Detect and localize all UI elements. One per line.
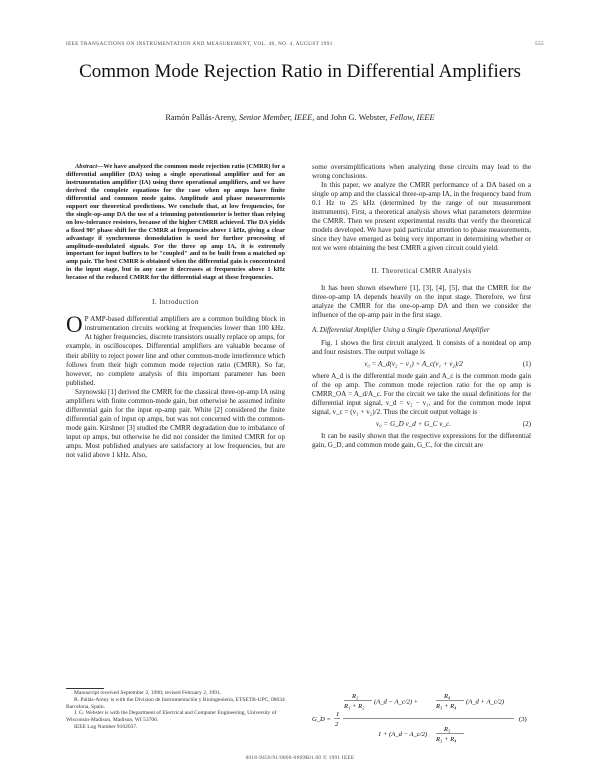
author-1-role: Senior Member, IEEE, bbox=[238, 113, 315, 122]
footnote-log-number: IEEE Log Number 9102037. bbox=[74, 723, 138, 730]
section-1-heading: I. Introduction bbox=[152, 299, 199, 307]
eq3-lhs: G_D = bbox=[312, 716, 331, 723]
equation-3 bbox=[312, 690, 531, 752]
equation-1 bbox=[312, 360, 531, 369]
eq3-top-1: R₂ bbox=[352, 693, 359, 700]
equation-1-body: v₀ = A_d(v₂ − v₁) + A_c(v₁ + v₂)/2 bbox=[364, 359, 463, 368]
eq3-bot-3: R₃ + R₄ bbox=[436, 736, 457, 743]
paper-title: Common Mode Rejection Ratio in Differential Amplifiers bbox=[79, 61, 521, 82]
author-line bbox=[60, 113, 540, 122]
fig1-paragraph: Fig. 1 shows the first circuit analyzed. It consists of a nonideal op amp and four resistors. The output voltage is bbox=[312, 338, 531, 356]
intro-paragraph-2: Szynowski [1] derived the CMRR for the classical three-op-amp IA using amplifiers with finite common-mode gain, but otherwise he assumed infinite differential gain for the input op-amp pair. White [2] considered the finite differential gain of input op amps, but was not concerned with the common-mode gain. Kirshner [3] studied the CMRR degradation due to imbalance of input op amps, but otherwise he did not consider the limited CMRR for op amps. Most published analyses are satisfactory at low frequencies, but are not valid above 1 kHz. Also, bbox=[66, 387, 285, 460]
author-2-role: Fellow, IEEE bbox=[389, 113, 435, 122]
author-2: and John G. Webster, bbox=[316, 113, 388, 122]
eq3-top-3: R₃ bbox=[444, 726, 451, 733]
footnote-author-1: R. Pallás-Areny is with the Division de Instrumentación y Bioingeniería, ETSETB-UPC, 08034 Barcelona, Spain. bbox=[66, 696, 285, 710]
equation-2-body: v₀ = G_D v_d + G_C v_c. bbox=[376, 420, 451, 429]
eq3-half-num: 1 bbox=[336, 711, 340, 718]
eq3-bot-2: R₃ + R₄ bbox=[436, 703, 457, 710]
eq3-half-den: 2 bbox=[335, 721, 339, 728]
running-header bbox=[66, 41, 544, 47]
header-page-number: 555 bbox=[535, 41, 544, 47]
eq3-mid-1: (A_d − A_c/2) + bbox=[374, 698, 419, 706]
author-1: Ramón Pallás-Areny, bbox=[165, 113, 237, 122]
equation-2 bbox=[312, 420, 531, 429]
footnote-received: Manuscript received September 2, 1990; revised February 2, 1991. bbox=[74, 690, 222, 696]
intro-text-1: P AMP-based differential amplifiers are a common building block in instrumentation circuits working at frequencies lower than 100 kHz. At higher frequencies, discrete transistors usually replace op amps, for example, in oscilloscopes. Differential amplifiers are valuable because of their ability to reject power line and other common-mode interference which follows from their high common mode rejection ratio (CMRR). So far, however, no complete analysis of this important parameter has been published. bbox=[66, 315, 285, 387]
equation-1-number: (1) bbox=[522, 359, 531, 368]
footnote-author-2: J. G. Webster is with the Department of Electrical and Computer Engineering, University of Wisconsin-Madison, Madison, WI 53706. bbox=[66, 710, 277, 724]
equation-3-number: (3) bbox=[519, 716, 527, 723]
paper-overview-paragraph: In this paper, we analyze the CMRR performance of a DA based on a single op amp and the classical three-op-amp IA, in the frequency band from 0.1 Hz to 25 kHz (determined by the range of our measurement instruments). First, a theoretical analysis shows what parameters determine the CMRR. Then we present experimental results that verify the theoretical models developed. We have paid particular attention to phase measurements, since they have emerged as being very important in determining whether or not we were obtaining the best CMRR a given circuit could yield. bbox=[312, 181, 531, 253]
eq3-mid-2: (A_d + A_c/2) bbox=[466, 698, 505, 706]
continuation-paragraph: some oversimplifications when analyzing these circuits may lead to the wrong conclusions. bbox=[312, 163, 531, 181]
equation-3-graphic bbox=[312, 690, 531, 752]
abstract-label: Abstract— bbox=[75, 163, 104, 170]
left-column bbox=[66, 163, 285, 460]
copyright-line: 0018-9456/91/0800-0669$01.00 © 1991 IEEE bbox=[245, 755, 355, 761]
footnote-block bbox=[66, 690, 285, 731]
eq3-den-1: 1 + (A_d − A_c/2) bbox=[378, 731, 428, 738]
subsection-a-heading: A. Differential Amplifier Using a Single Operational Amplifier bbox=[312, 325, 490, 334]
eq3-top-2: R₄ bbox=[444, 693, 451, 700]
section-2-paragraph: It has been shown elsewhere [1], [3], [4], [5], that the CMRR for the three-op-amp IA depends heavily on the input stage. Therefore, we first analyze the CMRR for the one-op-amp DA and then we consider the influence of the op-amp pair in the first stage. bbox=[312, 283, 531, 319]
drop-cap: O bbox=[66, 312, 83, 338]
gain-definition-paragraph: where A_d is the differential mode gain and A_c is the common mode gain of the op amp. The common mode rejection ratio for the op amp is CMRR_OA = A_d/A_c. For the circuit we take the usual definitions for the differential input signal, v_d = v₂ − v₁, and for the common mode input signal, v_c = (v₁ + v₂)/2. Thus the circuit output voltage is bbox=[312, 371, 531, 417]
abstract bbox=[66, 163, 285, 282]
equation-2-number: (2) bbox=[522, 420, 531, 429]
right-column bbox=[312, 163, 531, 450]
gain-expression-paragraph: It can be easily shown that the respective expressions for the differential gain, G_D, and common mode gain, G_C, for the circuit are bbox=[312, 432, 531, 450]
intro-paragraph-1 bbox=[66, 312, 285, 387]
section-2-heading: II. Theoretical CMRR Analysis bbox=[371, 268, 472, 276]
journal-header: IEEE TRANSACTIONS ON INSTRUMENTATION AND MEASUREMENT, VOL. 40, NO. 4, AUGUST 1991 bbox=[66, 41, 333, 47]
abstract-text: We have analyzed the common mode rejection ratio (CMRR) for a differential amplifier (DA) using a single operational amplifier and for an instrumentation amplifier (IA) using three operational amplifiers, and we have derived the complete equations for the case when op amps have finite differential and common mode gains. Amplitude and phase measurements support our theoretical predictions. We conclude that, at low frequencies, for the single-op-amp DA the use of a trimming potentiometer is better than relying on low-tolerance resistors, because of the higher CMRR achieved. The DA yields a fixed 90° phase shift for the CMRR at frequencies above 1 kHz, giving a clear advantage if synchronous demodulation is used for further processing of amplitude-modulated signals. For the three op amp IA, it is extremely important for input buffers to be "coupled" and to be built from a matched op amp pair. The best CMRR is obtained when the differential gain is concentrated in the input stage, but in any case it decreases at frequencies above 1 kHz because of the reduced CMRR for the differential stage at these frequencies. bbox=[66, 163, 285, 282]
eq3-bot-1: R₁ + R₂ bbox=[344, 703, 365, 710]
footnote-rule bbox=[66, 688, 104, 689]
